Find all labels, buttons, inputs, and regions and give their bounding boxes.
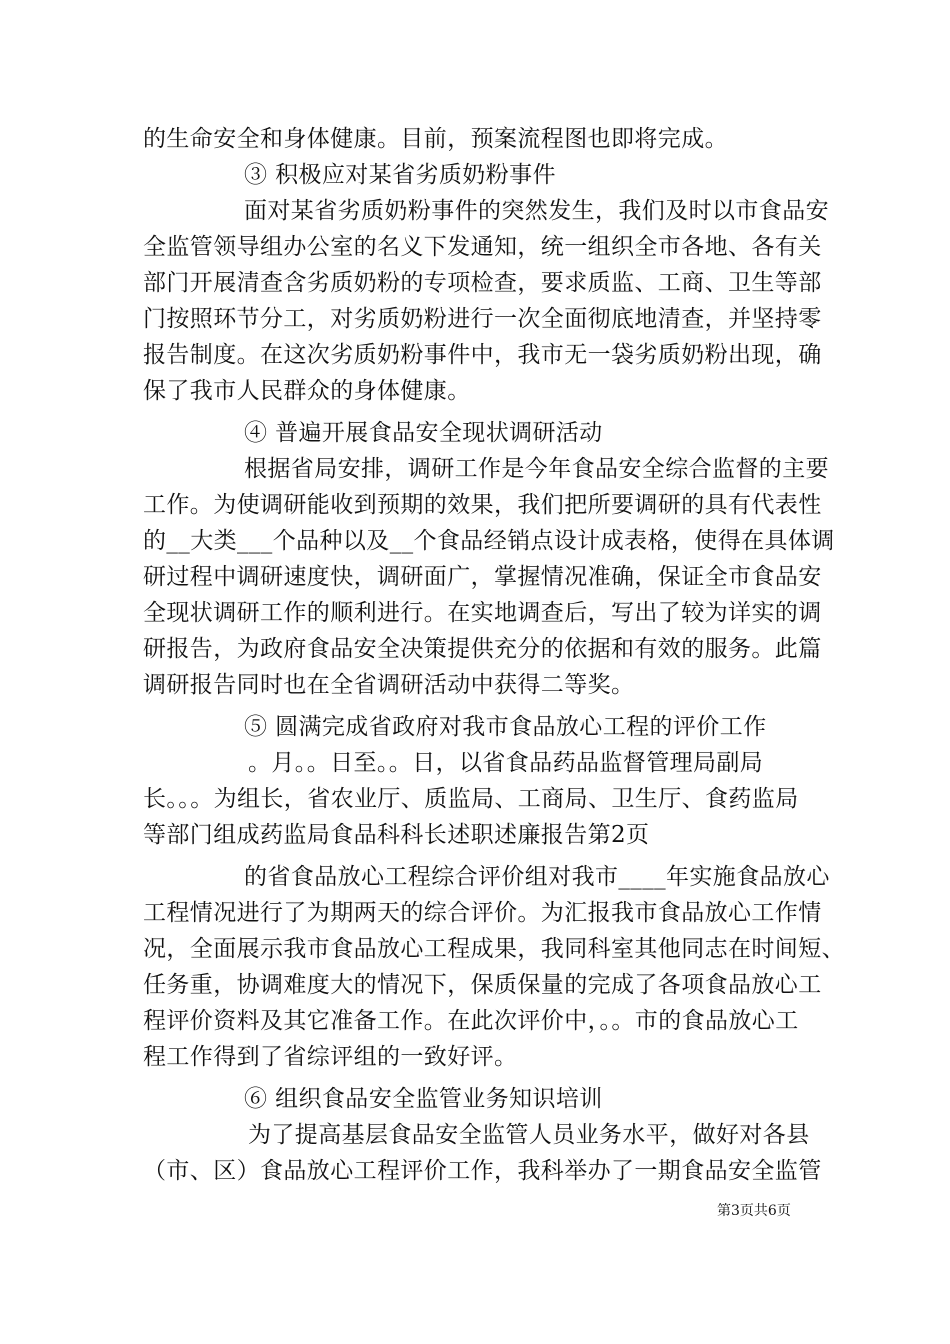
- paragraph-line: 研过程中调研速度快，调研面广，掌握情况准确，保证全市食品安: [143, 564, 822, 590]
- paragraph-line: 面对某省劣质奶粉事件的突然发生，我们及时以市食品安: [244, 198, 829, 224]
- section-heading-5: ⑤ 圆满完成省政府对我市食品放心工程的评价工作: [244, 714, 767, 740]
- paragraph-line: 根据省局安排，调研工作是今年食品安全综合监督的主要: [244, 456, 829, 482]
- paragraph-line: 部门开展清查含劣质奶粉的专项检查，要求质监、工商、卫生等部: [143, 270, 822, 296]
- paragraph-line: 调研报告同时也在全省调研活动中获得二等奖。: [143, 672, 635, 698]
- paragraph-line: 的__大类___个品种以及__个食品经销点设计成表格，使得在具体调: [143, 528, 835, 554]
- paragraph-line: 全现状调研工作的顺利进行。在实地调查后，写出了较为详实的调: [143, 600, 822, 626]
- section-heading-4: ④ 普遍开展食品安全现状调研活动: [244, 420, 603, 446]
- paragraph-line: 的生命安全和身体健康。目前，预案流程图也即将完成。: [143, 126, 728, 152]
- section-heading-3: ③ 积极应对某省劣质奶粉事件: [244, 162, 556, 188]
- paragraph-line: 为了提高基层食品安全监管人员业务水平，做好对各县: [248, 1122, 810, 1148]
- paragraph-line: 工程情况进行了为期两天的综合评价。为汇报我市食品放心工作情: [143, 900, 822, 926]
- paragraph-line: 工作。为使调研能收到预期的效果，我们把所要调研的具有代表性: [143, 492, 822, 518]
- paragraph-line: 程评价资料及其它准备工作。在此次评价中，。。市的食品放心工: [143, 1008, 799, 1034]
- paragraph-line: 程工作得到了省综评组的一致好评。: [143, 1044, 518, 1070]
- paragraph-line: 任务重，协调难度大的情况下，保质保量的完成了各项食品放心工: [143, 972, 822, 998]
- paragraph-line: 保了我市人民群众的身体健康。: [143, 378, 471, 404]
- paragraph-line: 全监管领导组办公室的名义下发通知，统一组织全市各地、各有关: [143, 234, 822, 260]
- paragraph-line: 等部门组成药监局食品科科长述职述廉报告第2页: [143, 822, 650, 848]
- paragraph-line: 报告制度。在这次劣质奶粉事件中，我市无一袋劣质奶粉出现，确: [143, 342, 822, 368]
- paragraph-line: 长。。。为组长，省农业厅、质监局、工商局、卫生厅、食药监局: [143, 786, 799, 812]
- paragraph-line: （市、区）食品放心工程评价工作，我科举办了一期食品安全监管: [143, 1158, 822, 1184]
- paragraph-line: 。月。。日至。。日，以省食品药品监督管理局副局: [248, 750, 764, 776]
- paragraph-line: 的省食品放心工程综合评价组对我市____年实施食品放心: [244, 864, 830, 890]
- section-heading-6: ⑥ 组织食品安全监管业务知识培训: [244, 1086, 603, 1112]
- paragraph-line: 研报告，为政府食品安全决策提供充分的依据和有效的服务。此篇: [143, 636, 822, 662]
- paragraph-line: 况，全面展示我市食品放心工程成果，我同科室其他同志在时间短、: [143, 936, 845, 962]
- paragraph-line: 门按照环节分工，对劣质奶粉进行一次全面彻底地清查，并坚持零: [143, 306, 822, 332]
- page-number-footer: 第3页共6页: [717, 1203, 791, 1219]
